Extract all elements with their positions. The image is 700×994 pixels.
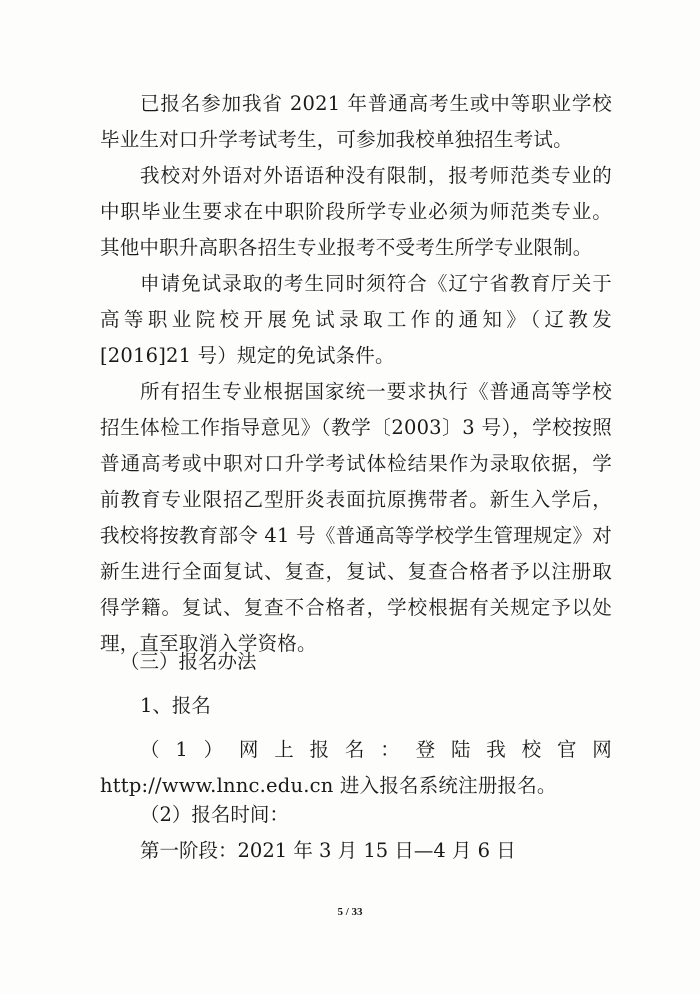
stage-one-dates: 第一阶段：2021 年 3 月 15 日—4 月 6 日 [140,839,516,862]
page-number: 5 / 33 [337,906,363,918]
paragraph-health-check: 所有招生专业根据国家统一要求执行《普通高等学校招生体检工作指导意见》（教学〔2003〕3 号），学校按照普通高考或中职对口升学考试体检结果作为录取依据，学前教育专业限招乙型肝炎表面抗原携带者。新生入学后，我校将按教育部令 41 号《普通高等学校学生管理规定》对新生进行全面复试、复查，复试、复查合格者予以注册取得学籍。复试、复查不合格者，学校根据有关规定予以处理，直至取消入学资格。 [100,380,612,655]
section-heading: （三）报名办法 [120,650,257,673]
paragraph-eligibility: 已报名参加我省 2021 年普通高考生或中等职业学校毕业生对口升学考试考生，可参加我校单独招生考试。 [100,92,612,151]
paragraph-language-major: 我校对外语对外语语种没有限制，报考师范类专业的中职毕业生要求在中职阶段所学专业必须为师范类专业。其他中职升高职各招生专业报考不受考生所学专业限制。 [100,164,612,259]
sub-heading-registration: 1、报名 [140,694,211,717]
paragraph-exemption: 申请免试录取的考生同时须符合《辽宁省教育厅关于高等职业院校开展免试录取工作的通知》（辽教发[2016]21 号）规定的免试条件。 [100,272,612,367]
item-online-registration: （1）网上报名：登陆我校官网 http://www.lnnc.edu.cn 进入报名系统注册报名。 [100,738,612,797]
item-registration-time: （2）报名时间： [140,803,289,826]
